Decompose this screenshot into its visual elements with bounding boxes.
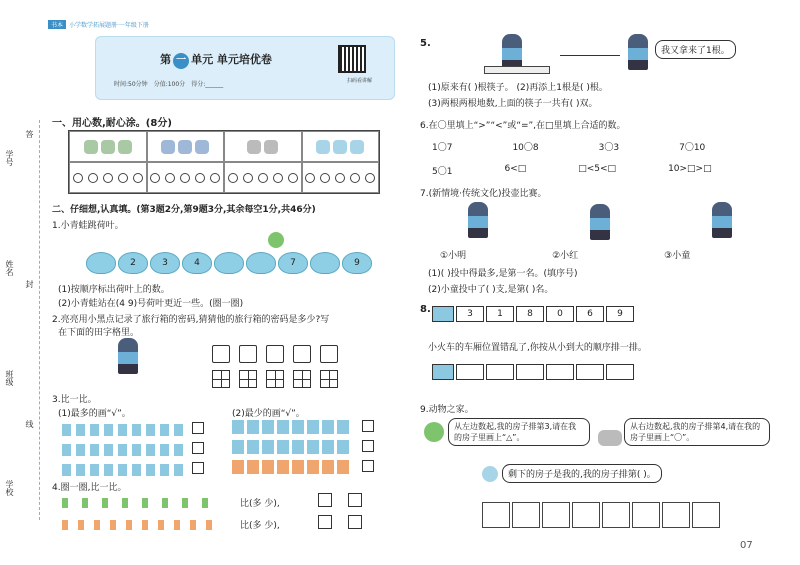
header-strip bbox=[48, 20, 198, 30]
label-student-no: 学号 bbox=[5, 150, 14, 166]
kid-labels: ①小明 ②小红 ③小童 bbox=[440, 251, 691, 261]
qr-code-icon[interactable] bbox=[338, 45, 366, 73]
q1a: (1)按顺序标出荷叶上的数。 bbox=[58, 285, 170, 295]
dice-row bbox=[212, 345, 347, 366]
lily-pad bbox=[214, 252, 244, 274]
train-car: 0 bbox=[546, 306, 574, 322]
unit-banner bbox=[95, 36, 395, 100]
q2-line2: 在下面的田字格里。 bbox=[58, 328, 140, 338]
cups-icon bbox=[232, 420, 352, 476]
train-car: 6 bbox=[576, 306, 604, 322]
flowers-icon bbox=[62, 424, 186, 476]
check-boxes-2[interactable] bbox=[362, 420, 374, 472]
label-class: 班级 bbox=[5, 370, 14, 386]
train-answer[interactable] bbox=[432, 364, 636, 380]
label-school: 学校 bbox=[5, 480, 14, 496]
q4-title: 4.圈一圈,比一比。 bbox=[52, 483, 127, 493]
train-car: 9 bbox=[606, 306, 634, 322]
turtle-icon bbox=[424, 422, 444, 442]
train-engine bbox=[432, 306, 454, 322]
girl-icon bbox=[628, 34, 648, 70]
house[interactable] bbox=[542, 502, 570, 528]
unit-number: 一 bbox=[173, 53, 189, 69]
lily-pad: 4 bbox=[182, 252, 212, 274]
house[interactable] bbox=[512, 502, 540, 528]
q7-title: 7.(新情境·传统文化)投壶比赛。 bbox=[420, 189, 547, 199]
train-car: 3 bbox=[456, 306, 484, 322]
q1-title: 1.小青蛙跳荷叶。 bbox=[52, 221, 124, 231]
qr-caption: 扫码看讲解 bbox=[346, 78, 372, 84]
q7a: (1)( )投中得最多,是第一名。(填序号) bbox=[428, 269, 578, 279]
speech-bubble-cat: 从右边数起,我的房子排第4,请在我的房子里画上“〇”。 bbox=[624, 418, 770, 446]
train-wrong-order bbox=[432, 306, 636, 322]
q5b: (3)两根两根地数,上面的筷子一共有( )双。 bbox=[428, 99, 598, 109]
compare-boxes-1[interactable] bbox=[318, 493, 362, 507]
kid-xiaoming-icon bbox=[468, 202, 488, 238]
compare-boxes-2[interactable] bbox=[318, 515, 362, 529]
binding-margin bbox=[0, 120, 40, 520]
compare-2: 比(多 少), bbox=[240, 521, 280, 531]
lily-pad bbox=[86, 252, 116, 274]
arrow-icon bbox=[560, 55, 620, 56]
exam-info: 时间:50分钟 分值:100分 得分:______ bbox=[114, 81, 224, 88]
carrots-icon bbox=[62, 498, 212, 532]
q5a: (1)原来有( )根筷子。 (2)再添上1根是( )根。 bbox=[428, 83, 608, 93]
frog-icon bbox=[268, 232, 284, 248]
house[interactable] bbox=[482, 502, 510, 528]
monkey-icon bbox=[482, 466, 498, 482]
answer-grids[interactable] bbox=[212, 370, 347, 391]
compare-1: 比(多 少), bbox=[240, 499, 280, 509]
book-tag: 书本 bbox=[48, 20, 66, 29]
q6-row-1[interactable]: 1〇7 10〇8 3〇3 7〇10 bbox=[432, 143, 706, 153]
boy-with-chopsticks-icon bbox=[502, 34, 522, 70]
page-number: 07 bbox=[740, 540, 753, 551]
lily-pad bbox=[246, 252, 276, 274]
section-2-heading: 二、仔细想,认真填。(第3题2分,第9题3分,其余每空1分,共46分) bbox=[52, 205, 316, 215]
q8-number: 8. bbox=[420, 304, 431, 315]
lily-pads bbox=[86, 252, 372, 274]
q9-title: 9.动物之家。 bbox=[420, 405, 474, 415]
lily-pad: 9 bbox=[342, 252, 372, 274]
table-icon bbox=[484, 66, 550, 74]
label-name: 姓名 bbox=[5, 260, 14, 276]
q1b: (2)小青蛙站在(4 9)号荷叶更近一些。(圈一圈) bbox=[58, 299, 244, 309]
mark-answer: 答 bbox=[25, 130, 34, 138]
speech-bubble-monkey: 剩下的房子是我的,我的房子排第( )。 bbox=[502, 464, 662, 483]
section-1-heading: 一、用心数,耐心涂。(8分) bbox=[52, 118, 172, 129]
q6-title: 6.在〇里填上“>”“<”或“=”,在□里填上合适的数。 bbox=[420, 121, 626, 131]
house[interactable] bbox=[662, 502, 690, 528]
mark-seal: 封 bbox=[25, 280, 34, 288]
q7b: (2)小童投中了( )支,是第( )名。 bbox=[428, 285, 554, 295]
q6-row-2[interactable]: 5〇1 6<□ □<5<□ 10>□>□ bbox=[432, 164, 712, 177]
speech-bubble-turtle: 从左边数起,我的房子排第3,请在我的房子里画上“△”。 bbox=[448, 418, 590, 446]
cat-icon bbox=[598, 430, 622, 446]
q2-line1: 2.亮亮用小黑点记录了旅行箱的密码,猜猜他的旅行箱的密码是多少?写 bbox=[52, 315, 330, 325]
q3a: (1)最多的画“√”。 bbox=[58, 409, 131, 419]
train-car: 1 bbox=[486, 306, 514, 322]
q3b: (2)最少的画“√”。 bbox=[232, 409, 305, 419]
unit-title: 第 一 单元 单元培优卷 bbox=[96, 51, 336, 69]
lily-pad: 3 bbox=[150, 252, 180, 274]
lily-pad: 2 bbox=[118, 252, 148, 274]
house[interactable] bbox=[602, 502, 630, 528]
train-car: 8 bbox=[516, 306, 544, 322]
house[interactable] bbox=[692, 502, 720, 528]
count-table bbox=[68, 130, 380, 194]
check-boxes-1[interactable] bbox=[192, 422, 204, 474]
mark-line: 线 bbox=[25, 420, 34, 428]
boy-with-suitcase-icon bbox=[118, 338, 138, 374]
book-title: 小学数学拓展题册·一年级下册 bbox=[69, 22, 149, 29]
lily-pad: 7 bbox=[278, 252, 308, 274]
kid-xiaohong-icon bbox=[590, 204, 610, 240]
house[interactable] bbox=[572, 502, 600, 528]
lily-pad bbox=[310, 252, 340, 274]
q8a: 小火车的车厢位置错乱了,你按从小到大的顺序排一排。 bbox=[428, 343, 647, 353]
house[interactable] bbox=[632, 502, 660, 528]
speech-bubble-5: 我又拿来了1根。 bbox=[655, 40, 736, 59]
animal-houses[interactable] bbox=[482, 502, 722, 528]
q3-title: 3.比一比。 bbox=[52, 395, 97, 405]
q5-number: 5. bbox=[420, 38, 431, 49]
kid-xiaotong-icon bbox=[712, 202, 732, 238]
